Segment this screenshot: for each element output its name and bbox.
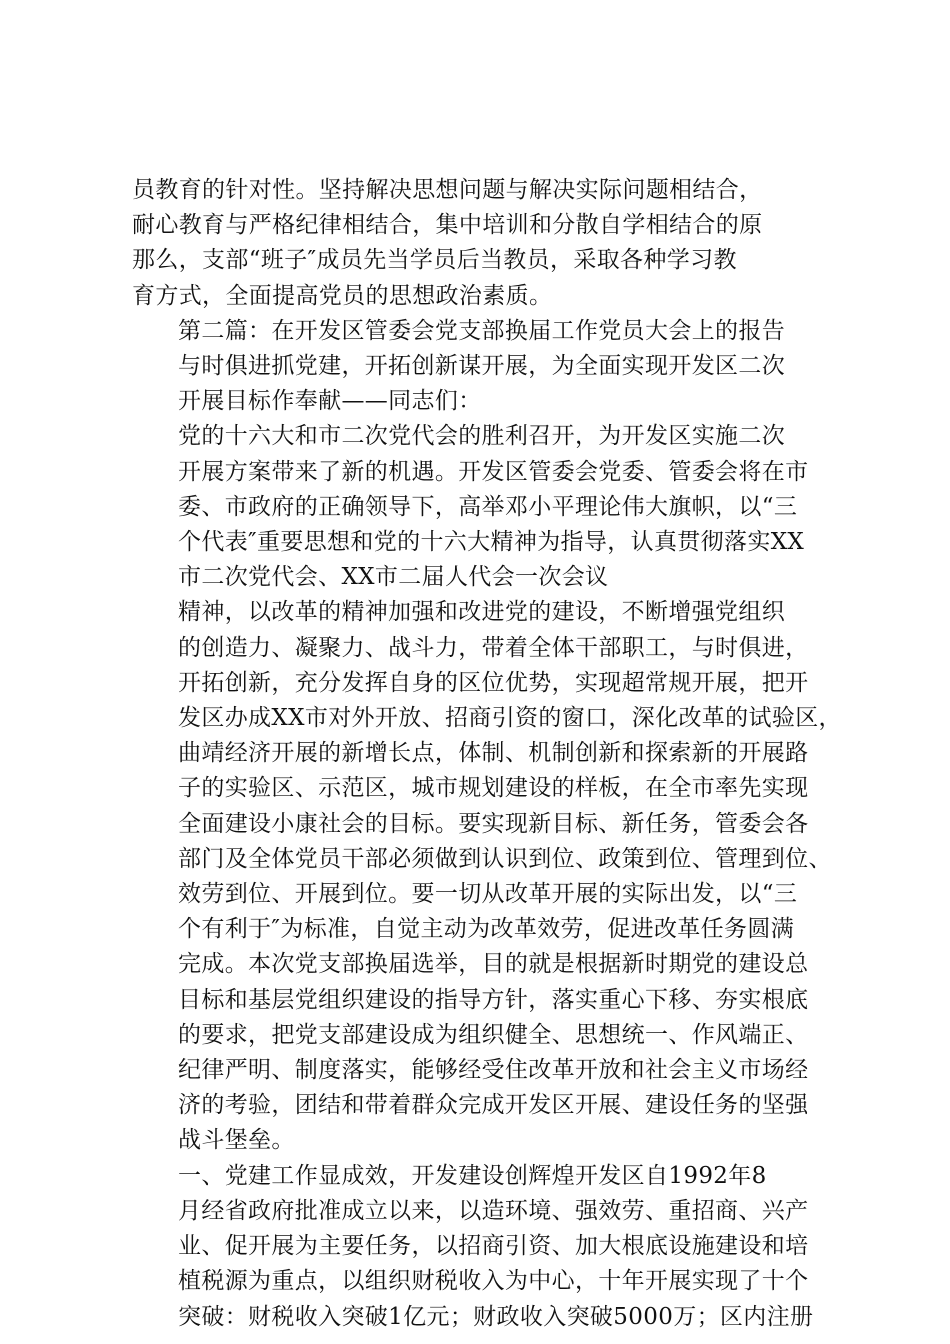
- text-line: 目标和基层党组织建设的指导方针，落实重心下移、夯实根底: [178, 986, 809, 1013]
- text-line: 部门及全体党员干部必须做到认识到位、政策到位、管理到位、: [178, 845, 832, 872]
- paragraph-p1: [132, 173, 844, 314]
- text-line: 植税源为重点，以组织财税收入为中心，十年开展实现了十个: [178, 1268, 809, 1295]
- text-line: 党的十六大和市二次党代会的胜利召开，为开发区实施二次: [178, 423, 786, 450]
- text-line: 开展目标作奉献——同志们：: [178, 388, 482, 415]
- text-line: 完成。本次党支部换届选举，目的就是根据新时期党的建设总: [178, 951, 809, 978]
- paragraph-p5: [132, 595, 844, 1158]
- paragraph-p6: [132, 1159, 844, 1335]
- text-line: 个代表″重要思想和党的十六大精神为指导，认真贯彻落实XX: [178, 529, 805, 556]
- text-line: 与时俱进抓党建，开拓创新谋开展，为全面实现开发区二次: [178, 353, 786, 380]
- text-line: 的要求，把党支部建设成为组织健全、思想统一、作风端正、: [178, 1021, 809, 1048]
- text-line: 业、促开展为主要任务，以招商引资、加大根底设施建设和培: [178, 1233, 809, 1260]
- text-line: 子的实验区、示范区，城市规划建设的样板，在全市率先实现: [178, 775, 809, 802]
- text-line: 发区办成XX市对外开放、招商引资的窗口，深化改革的试验区，: [178, 705, 842, 732]
- text-line: 曲靖经济开展的新增长点，体制、机制创新和探索新的开展路: [178, 740, 809, 767]
- text-line: 战斗堡垒。: [178, 1127, 295, 1154]
- text-line: 开展方案带来了新的机遇。开发区管委会党委、管委会将在市: [178, 458, 809, 485]
- paragraph-p4: [132, 419, 844, 595]
- text-line: 耐心教育与严格纪律相结合，集中培训和分散自学相结合的原: [132, 212, 763, 239]
- text-line: 精神，以改革的精神加强和改进党的建设，不断增强党组织: [178, 599, 786, 626]
- text-line: 那么，支部“班子″成员先当学员后当教员，采取各种学习教: [132, 247, 737, 274]
- paragraph-p3: [132, 349, 844, 419]
- text-line: 市二次党代会、XX市二届人代会一次会议: [178, 564, 609, 591]
- text-line: 个有利于″为标准，自觉主动为改革效劳，促进改革任务圆满: [178, 916, 795, 943]
- text-line: 一、党建工作显成效，开发建设创辉煌开发区自1992年8: [178, 1162, 767, 1189]
- text-line: 济的考验，团结和带着群众完成开发区开展、建设任务的坚强: [178, 1092, 809, 1119]
- document-body: [132, 173, 844, 1335]
- paragraph-p2: [132, 314, 844, 349]
- text-line: 纪律严明、制度落实，能够经受住改革开放和社会主义市场经: [178, 1057, 809, 1084]
- text-line: 第二篇：在开发区管委会党支部换届工作党员大会上的报告: [178, 317, 786, 344]
- text-line: 员教育的针对性。坚持解决思想问题与解决实际问题相结合，: [132, 177, 763, 203]
- text-line: 的创造力、凝聚力、战斗力，带着全体干部职工，与时俱进，: [178, 634, 809, 661]
- text-line: 开拓创新，充分发挥自身的区位优势，实现超常规开展，把开: [178, 669, 809, 696]
- text-line: 突破：财税收入突破1亿元；财政收入突破5000万；区内注册: [178, 1303, 814, 1330]
- text-line: 全面建设小康社会的目标。要实现新目标、新任务，管委会各: [178, 810, 809, 837]
- text-line: 委、市政府的正确领导下，高举邓小平理论伟大旗帜，以“三: [178, 493, 798, 520]
- text-line: 育方式，全面提高党员的思想政治素质。: [132, 282, 553, 309]
- text-line: 效劳到位、开展到位。要一切从改革开展的实际出发，以“三: [178, 881, 798, 908]
- text-line: 月经省政府批准成立以来，以造环境、强效劳、重招商、兴产: [178, 1197, 809, 1224]
